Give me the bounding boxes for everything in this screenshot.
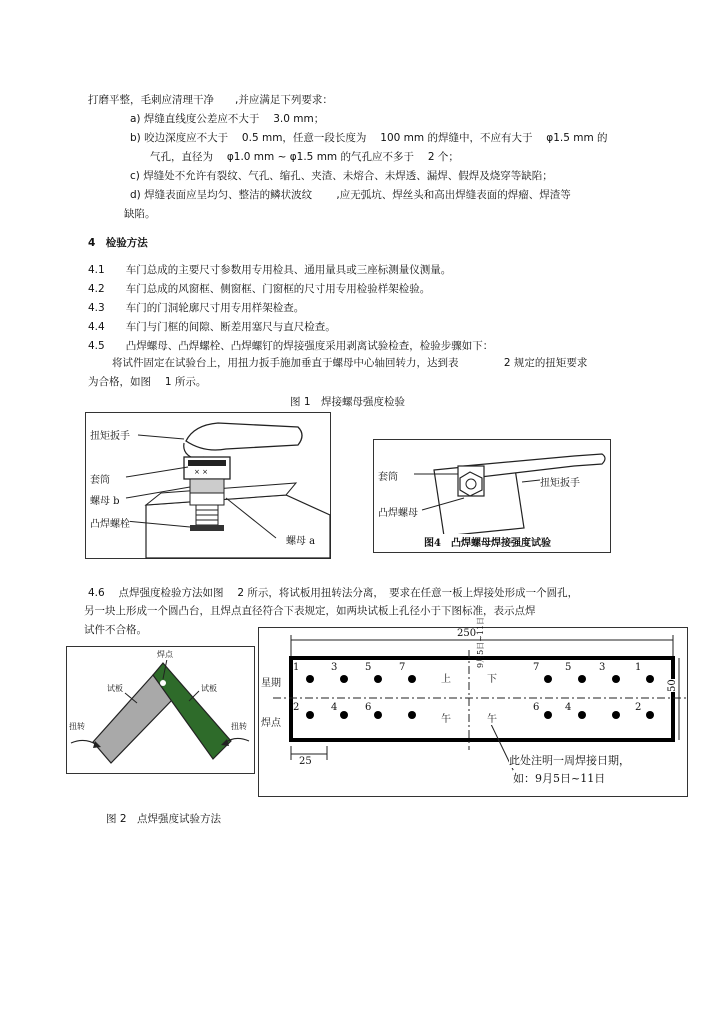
weld-number: 2 [635,702,642,713]
weld-number: 4 [331,702,338,713]
weld-number: 3 [599,662,606,673]
label-weld-point: 焊点 [261,714,281,729]
figure-2-title: 图 2 点焊强度试验方法 [106,813,222,825]
weld-number: 6 [533,702,540,713]
para-4-4: 4.4 车门与门框的间隙、断差用塞尺与直尺检查。 [88,321,336,333]
text-line: 打磨平整，毛刺应清理干净 ,并应满足下列要求： [88,94,333,106]
list-item-d: d) 焊缝表面应呈均匀、整洁的鳞状波纹 ,应无弧坑、焊丝头和高出焊缝表面的焊瘤、焊渣等 [130,189,571,201]
para-4-1: 4.1 车门总成的主要尺寸参数用专用检具、通用量具或三座标测量仪测量。 [88,264,452,276]
label-twist-left: 扭转 [69,722,85,731]
label-socket: 套筒 [378,468,398,483]
label-torque-wrench: 扭矩扳手 [540,474,580,489]
label-socket: 套筒 [90,471,110,486]
weld-dot [578,675,586,683]
weld-dot [374,675,382,683]
weld-dot [544,675,552,683]
weld-number: 7 [533,662,540,673]
weld-number: 下 [487,670,497,685]
figure-4-caption: 图4 凸焊螺母焊接强度试验 [424,534,551,549]
weld-number: 2 [293,702,300,713]
weld-dot [612,711,620,719]
weld-number: 上 [441,670,451,685]
para-4-2: 4.2 车门总成的风窗框、侧窗框、门窗框的尺寸用专用检验样架检验。 [88,283,431,295]
label-plate-left: 试板 [107,684,123,693]
date-vertical: 9月5日~11日 [476,616,485,668]
para-4-5-cont2: 为合格，如图 1 所示。 [88,376,207,388]
weld-number: 1 [293,662,300,673]
label-nut-b: 螺母 b [90,492,120,507]
label-torque-wrench: 扭矩扳手 [90,427,130,442]
label-nut-a: 螺母 a [286,532,315,547]
weld-dot [374,711,382,719]
dimension-250: 250 [457,628,477,639]
label-weld-point: 焊点 [157,650,173,659]
weld-number: 3 [331,662,338,673]
weld-number: 午 [441,710,451,725]
list-item-b: b) 咬边深度应不大于 0.5 mm，任意一段长度为 100 mm 的焊缝中，不应有大于 φ1.5 mm 的 [130,132,608,144]
weld-number: 5 [365,662,372,673]
weld-dot [646,675,654,683]
label-plate-right: 试板 [201,684,217,693]
label-date: 星期 [261,674,281,689]
label-weld-bolt: 凸焊螺栓 [90,515,130,530]
note-line-2: 如：9月5日~11日 [513,772,606,785]
weld-number: 午 [487,710,497,725]
label-weld-nut: 凸焊螺母 [378,504,418,519]
weld-dot [646,711,654,719]
para-4-6-cont: 另一块上形成一个圆凸台，且焊点直径符合下表规定，如两块试板上孔径小于下图标准，表示点焊 [84,605,536,617]
label-twist-right: 扭转 [231,722,247,731]
para-4-3: 4.3 车门的门洞轮廓尺寸用专用样架检查。 [88,302,305,314]
svg-text:× ×: × × [194,468,208,476]
weld-dot [306,711,314,719]
para-4-6-cont2: 试件不合格。 [84,624,147,636]
list-item-a: a) 焊缝直线度公差应不大于 3.0 mm； [130,113,325,125]
weld-dot [340,711,348,719]
weld-number: 4 [565,702,572,713]
weld-dot [578,711,586,719]
dimension-25: 25 [299,756,312,767]
weld-dot [612,675,620,683]
weld-dot [306,675,314,683]
weld-number: 5 [565,662,572,673]
section-heading: 4 检验方法 [88,237,148,249]
weld-number: 1 [635,662,642,673]
weld-dot [544,711,552,719]
list-item-b-cont: 气孔，直径为 φ1.0 mm ~ φ1.5 mm 的气孔应不多于 2 个； [150,151,459,163]
figure-1-title: 图 1 焊接螺母强度检验 [290,396,406,408]
weld-number: 6 [365,702,372,713]
list-item-c: c) 焊缝处不允许有裂纹、气孔、缩孔、夹渣、未熔合、未焊透、漏焊、假焊及烧穿等缺陷； [130,170,553,182]
para-4-6: 4.6 点焊强度检验方法如图 2 所示，将试板用扭转法分离， 要求在任意一板上焊接处形成一个圆孔， [88,587,579,599]
weld-dot [408,675,416,683]
para-4-5: 4.5 凸焊螺母、凸焊螺栓、凸焊螺钉的焊接强度采用剥离试验检查，检验步骤如下： [88,340,494,352]
weld-number: 7 [399,662,406,673]
para-4-5-cont: 将试件固定在试验台上，用扭力扳手施加垂直于螺母中心轴回转力，达到表 2 规定的扭矩要求 [112,357,588,369]
list-item-d-cont: 缺陷。 [124,208,156,220]
dimension-50: 50 [667,679,678,692]
weld-dot [408,711,416,719]
weld-dot [340,675,348,683]
note-line-1: 此处注明一周焊接日期， [509,754,630,767]
